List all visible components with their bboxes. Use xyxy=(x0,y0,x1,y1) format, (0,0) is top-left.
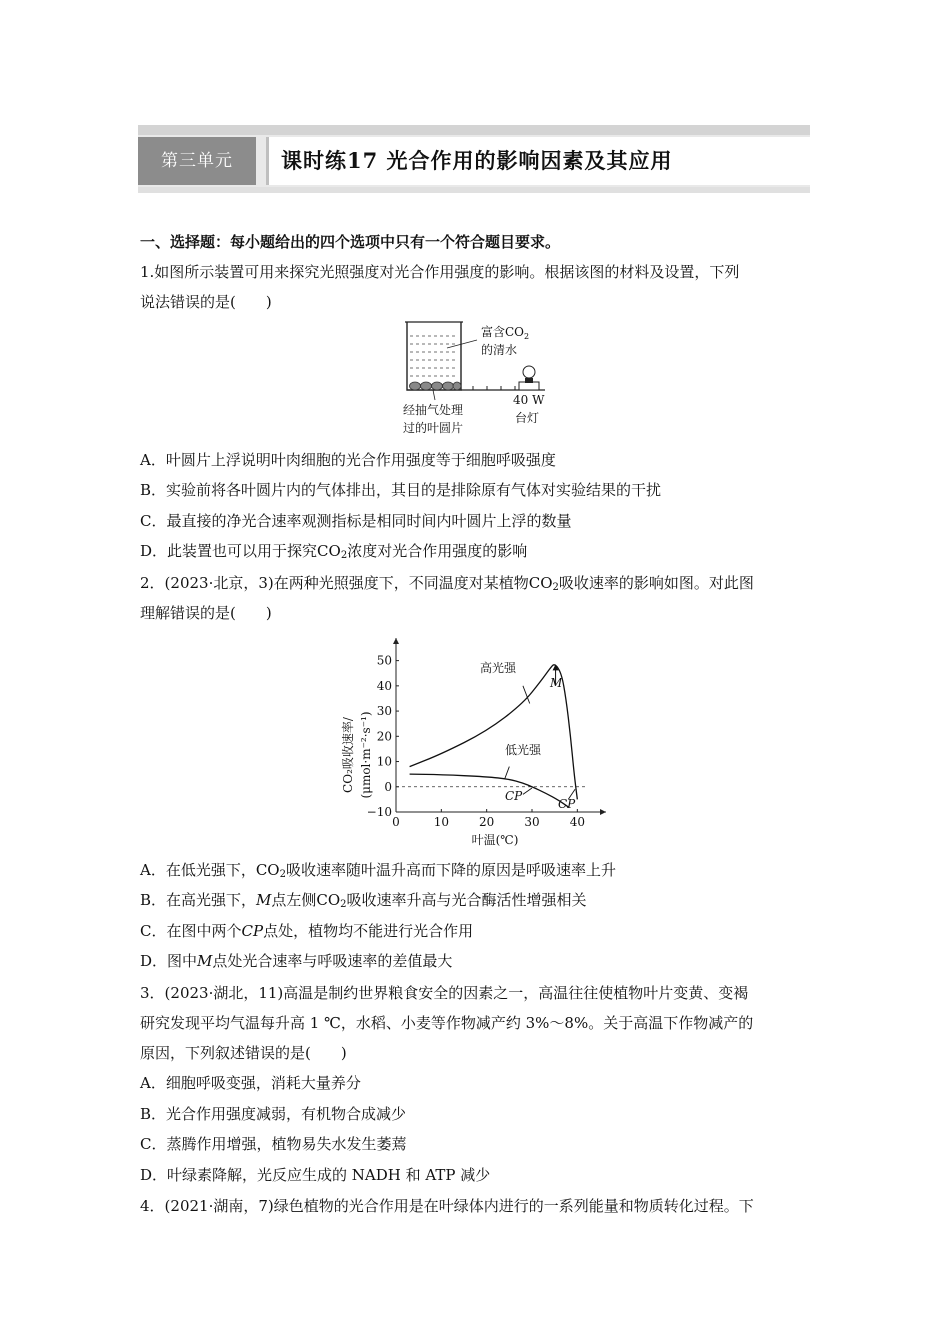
q3-stem-line1: 3．(2023·湖北，11)高温是制约世界粮食安全的因素之一，高温往往使植物叶片变黄、变褐 xyxy=(140,984,749,1002)
chart-ylabel-2: (μmol·m⁻²·s⁻¹) xyxy=(359,711,373,799)
chart-label-high: 高光强 xyxy=(480,661,517,675)
chart-label-low: 低光强 xyxy=(505,743,542,757)
series-low-light xyxy=(410,774,569,807)
y-tick-label: 40 xyxy=(376,678,392,693)
label-lamp-2: 台灯 xyxy=(515,411,540,425)
y-tick-label: 30 xyxy=(376,704,392,719)
q3-option-d: D．叶绿素降解，光反应生成的 NADH 和 ATP 减少 xyxy=(140,1166,491,1184)
x-tick-label: 40 xyxy=(569,815,585,829)
beaker-icon xyxy=(407,322,461,390)
label-leaf-2: 过的叶圆片 xyxy=(403,421,464,435)
q1-option-b: B．实验前将各叶圆片内的气体排出，其目的是排除原有气体对实验结果的干扰 xyxy=(140,481,662,499)
q2-temperature-chart xyxy=(330,630,620,850)
lamp-icon xyxy=(519,366,539,390)
q3-option-c: C．蒸腾作用增强，植物易失水发生萎蔫 xyxy=(140,1135,407,1153)
ruler-ticks xyxy=(473,386,515,390)
page-title: 课时练17 光合作用的影响因素及其应用 xyxy=(281,148,673,173)
q1-option-d: D．此装置也可以用于探究$CO_2$浓度对光合作用强度的影响 xyxy=(140,542,528,561)
x-tick-label: 0 xyxy=(392,815,400,829)
chart-xlabel: 叶温(℃) xyxy=(471,833,519,847)
chart-label-m: M xyxy=(550,676,563,690)
q2-stem-line2: 理解错误的是( ) xyxy=(140,604,272,622)
label-water-2: 的清水 xyxy=(481,343,518,357)
y-tick-label: 20 xyxy=(376,729,392,744)
q3-stem-line2: 研究发现平均气温每升高 1 ℃，水稻、小麦等作物减产约 3%～8%。关于高温下作物减产的 xyxy=(140,1014,754,1032)
q1-apparatus-figure xyxy=(395,318,565,436)
q3-stem-line3: 原因，下列叙述错误的是( ) xyxy=(140,1044,347,1062)
y-axis-arrow xyxy=(393,638,399,644)
label-leaf-1: 经抽气处理 xyxy=(403,403,464,417)
y-tick-label: 0 xyxy=(384,779,392,794)
q4-stem-line1: 4．(2021·湖南，7)绿色植物的光合作用是在叶绿体内进行的一系列能量和物质转化过程。下 xyxy=(140,1197,754,1215)
q2-option-b: B．在高光强下，M点左侧$CO_2$吸收速率升高与光合酶活性增强相关 xyxy=(140,891,587,910)
q1-stem-line1: 1.如图所示装置可用来探究光照强度对光合作用强度的影响。根据该图的材料及设置，下列 xyxy=(140,263,740,281)
cp-low-pointer xyxy=(523,788,532,794)
q1-option-a: A．叶圆片上浮说明叶肉细胞的光合作用强度等于细胞呼吸强度 xyxy=(140,451,556,469)
q1-stem-line2: 说法错误的是( ) xyxy=(140,293,272,311)
banner-top-stripe xyxy=(138,125,810,135)
x-axis-arrow xyxy=(600,809,606,815)
banner-bottom-stripe xyxy=(138,187,810,193)
leaf-disc-icon xyxy=(410,382,462,390)
x-tick-label: 30 xyxy=(524,815,540,829)
low-label-pointer xyxy=(505,767,510,779)
chart-label-cp-low: CP xyxy=(505,789,523,803)
x-tick-label: 10 xyxy=(433,815,449,829)
y-tick-label: 50 xyxy=(376,653,392,668)
q2-option-c: C．在图中两个CP点处，植物均不能进行光合作用 xyxy=(140,922,474,940)
y-tick-label: −10 xyxy=(366,805,392,819)
q3-option-b: B．光合作用强度减弱，有机物合成减少 xyxy=(140,1105,407,1123)
header-banner xyxy=(138,125,810,193)
y-tick-label: 10 xyxy=(376,754,392,769)
section-title: 一、选择题：每小题给出的四个选项中只有一个符合题目要求。 xyxy=(140,233,561,251)
label-lamp-1: 40 W xyxy=(513,393,545,407)
q1-option-c: C．最直接的净光合速率观测指标是相同时间内叶圆片上浮的数量 xyxy=(140,512,572,530)
chart-ylabel-1: CO₂吸收速率/ xyxy=(341,717,355,793)
unit-label: 第三单元 xyxy=(138,137,256,185)
q3-option-a: A．细胞呼吸变强，消耗大量养分 xyxy=(140,1074,361,1092)
x-tick-label: 20 xyxy=(479,815,495,829)
q2-option-a: A．在低光强下，$CO_2$吸收速率随叶温升高而下降的原因是呼吸速率上升 xyxy=(140,861,616,880)
q2-stem-line1: 2．(2023·北京，3)在两种光照强度下，不同温度对某植物$CO_2$吸收速率的影响如图。对此图 xyxy=(140,574,754,593)
title-area xyxy=(266,137,813,185)
label-water: 富含$CO_2$ xyxy=(481,325,530,341)
water-lines xyxy=(410,336,458,376)
q2-option-d: D．图中M点处光合速率与呼吸速率的差值最大 xyxy=(140,952,453,970)
chart-label-cp-high: CP xyxy=(558,797,576,811)
